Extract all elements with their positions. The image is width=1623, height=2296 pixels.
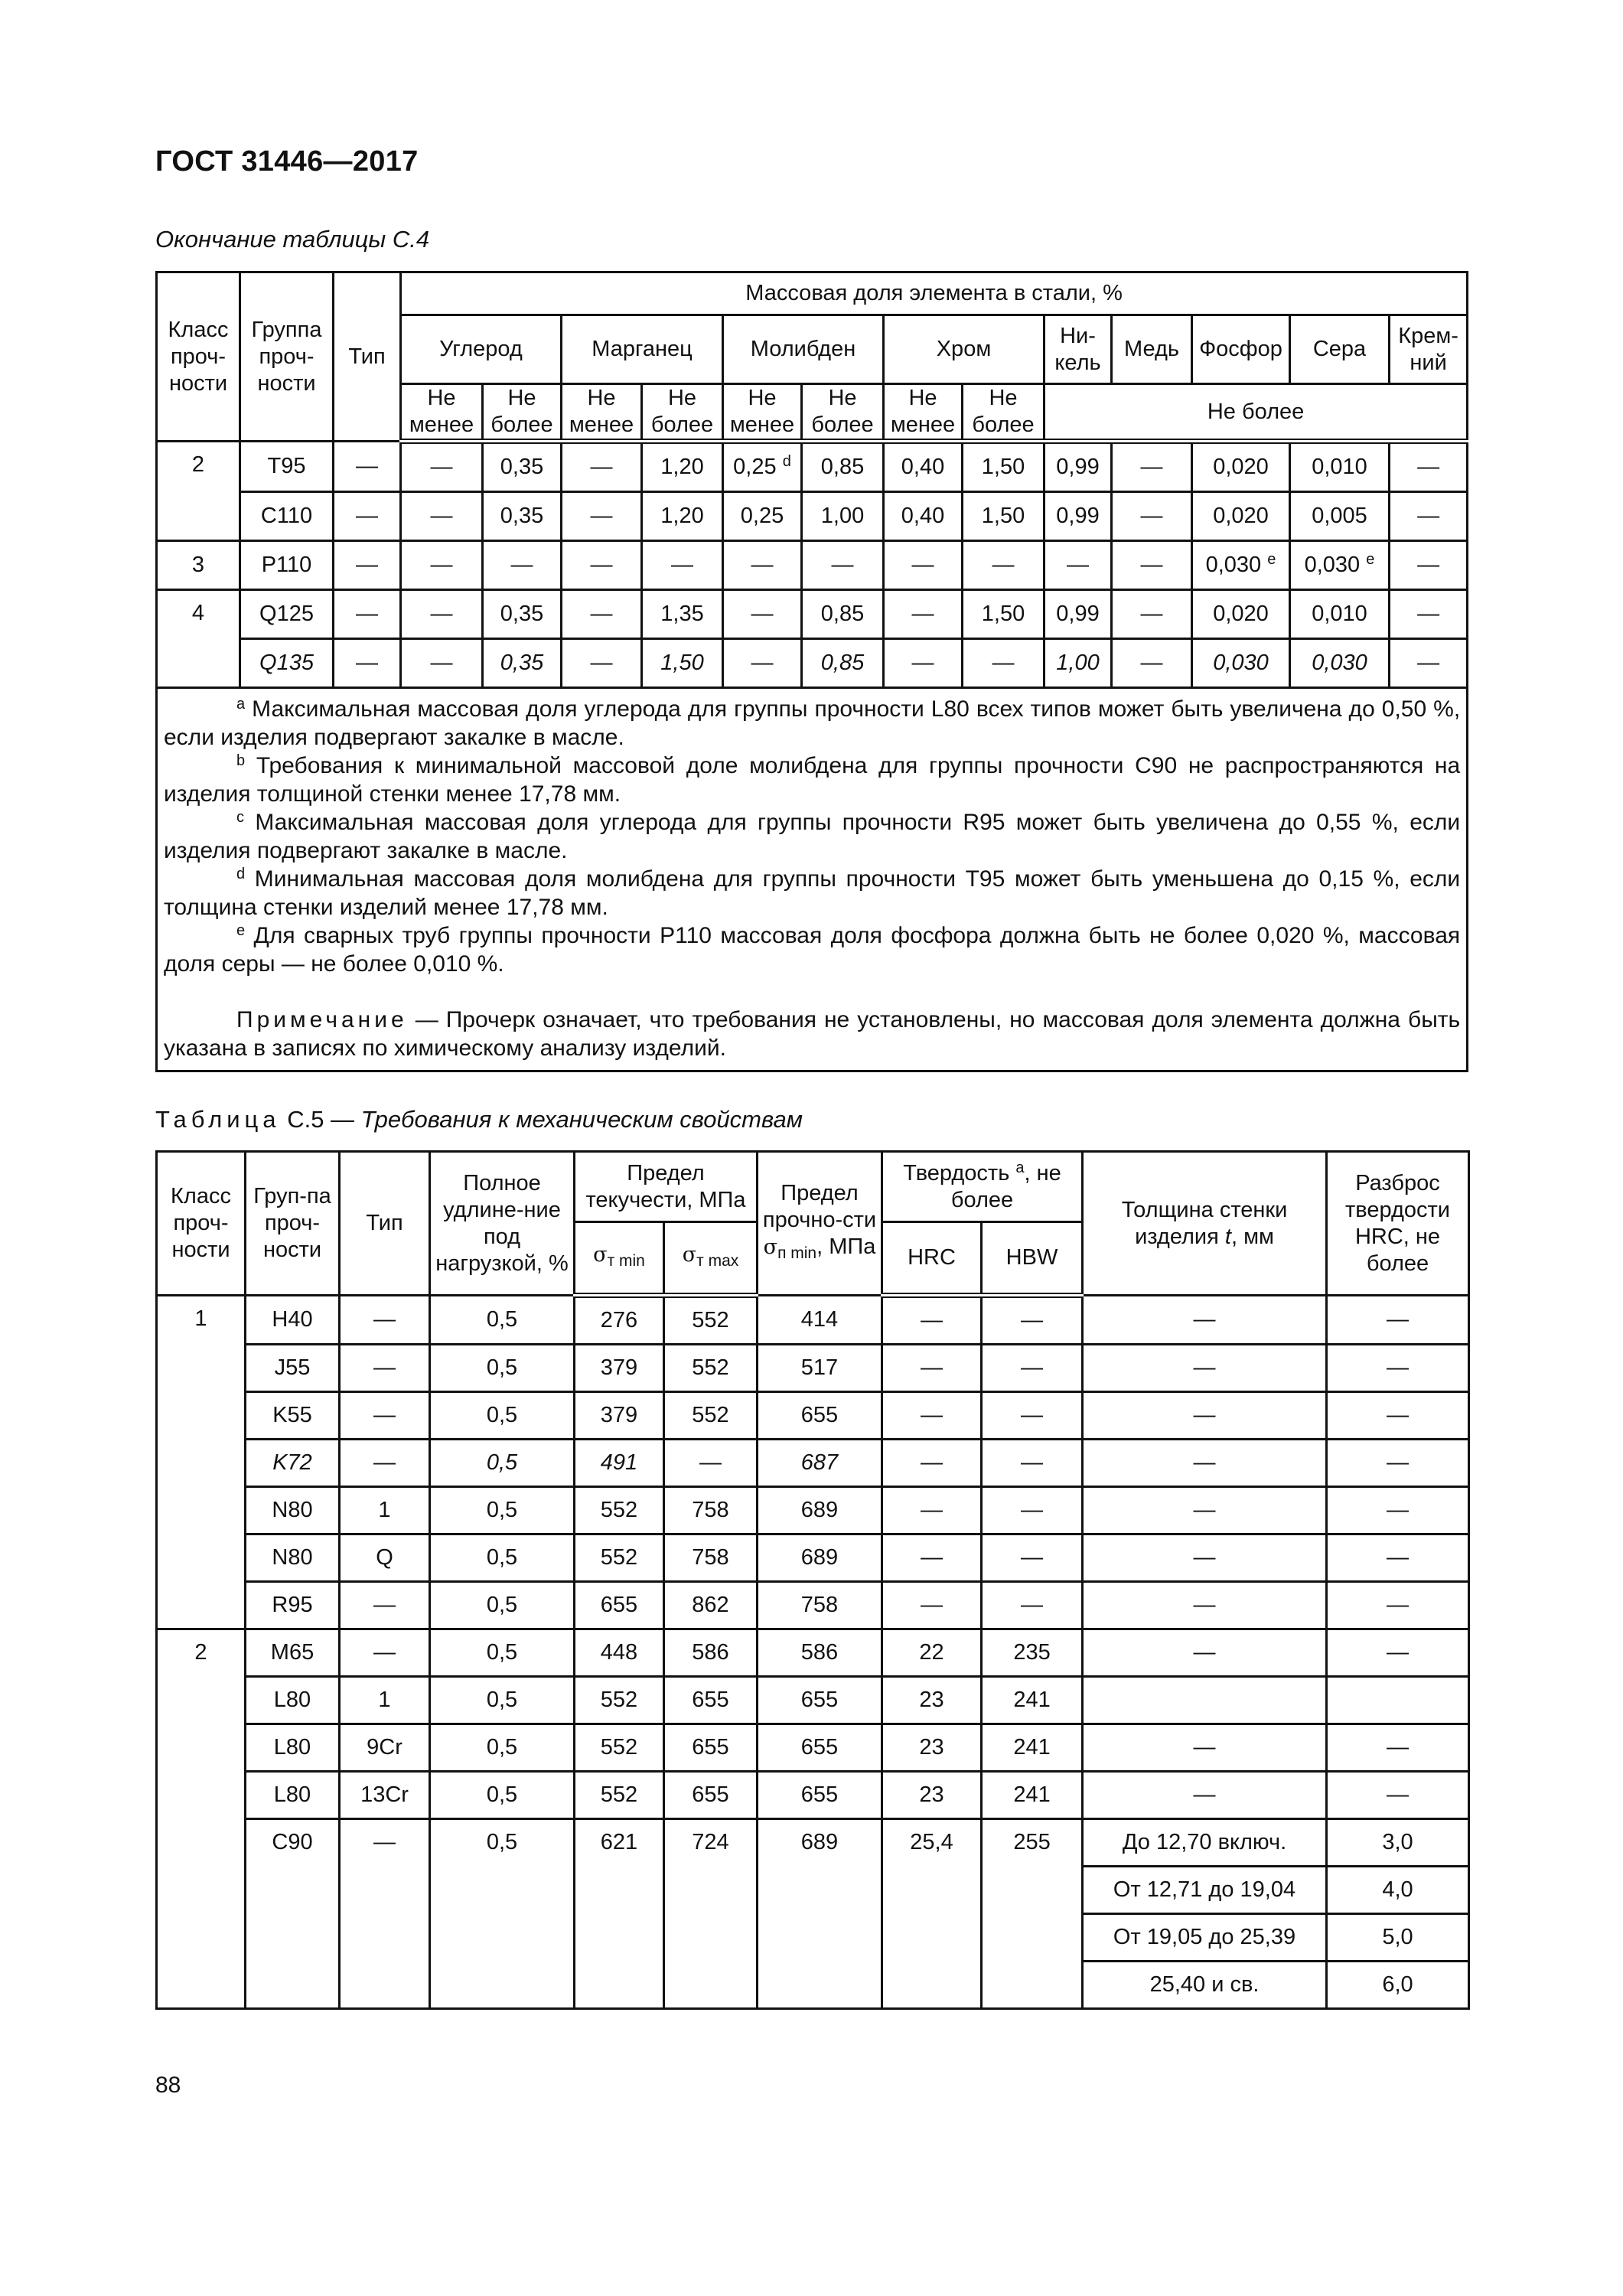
cell-hrc: 23 [882, 1772, 982, 1819]
cell-hrc: — [882, 1534, 982, 1582]
cell-mo-min: — [723, 541, 802, 590]
cell-c-max: 0,35 [483, 590, 562, 639]
cell-spread: — [1327, 1392, 1469, 1440]
cell-tensile-min: 655 [758, 1772, 882, 1819]
cell-tensile-min: 689 [758, 1534, 882, 1582]
cell-class: 2 [157, 1629, 246, 2009]
cell-spread: 5,0 [1327, 1914, 1469, 1962]
cell-tensile-min: 758 [758, 1582, 882, 1629]
cell-yield-max: 552 [664, 1392, 758, 1440]
cell-mn-min: — [562, 492, 642, 541]
cell-c-min: — [401, 639, 483, 688]
cell-elongation: 0,5 [430, 1677, 575, 1724]
header-molybdenum-max: Не более [802, 384, 884, 442]
cell-c-min: — [401, 590, 483, 639]
cell-hbw: 241 [982, 1677, 1083, 1724]
cell-hrc: 22 [882, 1629, 982, 1677]
cell-p: 0,030 [1192, 639, 1290, 688]
header-nickel: Ни-кель [1045, 315, 1112, 384]
cell-group: C90 [246, 1819, 340, 2009]
cell-hrc: — [882, 1487, 982, 1534]
cell-si: — [1390, 442, 1468, 492]
note-text: — Прочерк означает, что требования не установлены, но массовая доля элемента должна быть указана в записях по химическому анализу изделий. [164, 1007, 1461, 1061]
cell-hbw: — [982, 1534, 1083, 1582]
cell-mo-max: — [802, 541, 884, 590]
cell-hrc: 23 [882, 1677, 982, 1724]
table-row [157, 590, 1468, 639]
cell-elongation: 0,5 [430, 1296, 575, 1345]
cell-yield-min: 621 [575, 1819, 664, 2009]
table-row [157, 1724, 1469, 1772]
cell-mo-min: — [723, 590, 802, 639]
cell-type: — [340, 1629, 430, 1677]
header-yield-max: $\sigma_{т max}$ [664, 1222, 758, 1296]
cell-ni: 0,99 [1045, 492, 1112, 541]
cell-type: — [340, 1296, 430, 1345]
footnote-e: $^e$ Для сварных труб группы прочности Р110 массовая доля фосфора должна быть не более 0,020 %, массовая доля серы — не более 0,010 %. [164, 922, 1461, 977]
cell-group: N80 [246, 1487, 340, 1534]
cell-type: — [334, 442, 401, 492]
cell-elongation: 0,5 [430, 1724, 575, 1772]
cell-hbw: 241 [982, 1724, 1083, 1772]
cell-elongation: 0,5 [430, 1392, 575, 1440]
cell-wall: — [1083, 1440, 1327, 1487]
cell-elongation: 0,5 [430, 1629, 575, 1677]
cell-cr-max: — [963, 639, 1045, 688]
header-molybdenum-min: Не менее [723, 384, 802, 442]
document-title: ГОСТ 31446—2017 [155, 145, 419, 178]
table-row [157, 1296, 1469, 1345]
cell-yield-max: 552 [664, 1296, 758, 1345]
header-mass-fraction: Массовая доля элемента в стали, % [401, 272, 1468, 315]
note-label: Примечание [236, 1007, 408, 1032]
cell-wall: От 19,05 до 25,39 [1083, 1914, 1327, 1962]
table-row [157, 1345, 1469, 1392]
cell-cr-max: 1,50 [963, 492, 1045, 541]
cell-mn-max: 1,35 [642, 590, 723, 639]
cell-elongation: 0,5 [430, 1345, 575, 1392]
cell-group: J55 [246, 1345, 340, 1392]
cell-s: 0,010 [1290, 442, 1390, 492]
cell-group: C110 [240, 492, 334, 541]
cell-tensile-min: 414 [758, 1296, 882, 1345]
cell-spread: 3,0 [1327, 1819, 1469, 1867]
cell-c-min: — [401, 541, 483, 590]
cell-group: R95 [246, 1582, 340, 1629]
cell-group: P110 [240, 541, 334, 590]
table-row [157, 1772, 1469, 1819]
cell-cr-max: 1,50 [963, 442, 1045, 492]
cell-cu: — [1112, 590, 1192, 639]
cell-spread: — [1327, 1487, 1469, 1534]
cell-elongation: 0,5 [430, 1440, 575, 1487]
cell-ni: 0,99 [1045, 590, 1112, 639]
cell-yield-min: 552 [575, 1677, 664, 1724]
cell-si: — [1390, 492, 1468, 541]
header-chromium-max: Не более [963, 384, 1045, 442]
cell-cu: — [1112, 492, 1192, 541]
table-c4-caption: Окончание таблицы С.4 [155, 226, 430, 253]
cell-hbw: 255 [982, 1819, 1083, 2009]
cell-type: — [334, 639, 401, 688]
cell-type: — [340, 1582, 430, 1629]
cell-ni: 0,99 [1045, 442, 1112, 492]
cell-hrc: 23 [882, 1724, 982, 1772]
header-copper: Медь [1112, 315, 1192, 384]
cell-group: K72 [246, 1440, 340, 1487]
cell-mo-max: 0,85 [802, 639, 884, 688]
cell-elongation: 0,5 [430, 1819, 575, 2009]
cell-group: H40 [246, 1296, 340, 1345]
cell-type: 9Cr [340, 1724, 430, 1772]
header-yield-strength: Предел текучести, МПа [575, 1152, 758, 1222]
cell-elongation: 0,5 [430, 1487, 575, 1534]
cell-mn-max: 1,20 [642, 442, 723, 492]
cell-ni: — [1045, 541, 1112, 590]
cell-hbw: 235 [982, 1629, 1083, 1677]
cell-hbw: — [982, 1487, 1083, 1534]
cell-si: — [1390, 590, 1468, 639]
cell-wall: — [1083, 1582, 1327, 1629]
table-c5-caption: Таблица С.5 — Требования к механическим свойствам [155, 1106, 803, 1133]
table-row [157, 1487, 1469, 1534]
footnote-a: $^a$ Максимальная массовая доля углерода для группы прочности L80 всех типов может быть увеличена до 0,50 %, если изделия подвергают закалке в масле. [164, 696, 1461, 750]
cell-wall: — [1083, 1772, 1327, 1819]
cell-hbw: 241 [982, 1772, 1083, 1819]
cell-s: 0,010 [1290, 590, 1390, 639]
cell-type: — [334, 492, 401, 541]
header-wall-thickness: Толщина стенки изделия t, мм [1083, 1152, 1327, 1296]
table-row [157, 1582, 1469, 1629]
cell-c-max: 0,35 [483, 639, 562, 688]
cell-group: L80 [246, 1772, 340, 1819]
table-row [157, 1819, 1469, 1867]
header-phosphorus: Фосфор [1192, 315, 1290, 384]
cell-wall: — [1083, 1345, 1327, 1392]
cell-p: 0,030 $^e$ [1192, 541, 1290, 590]
cell-hbw: — [982, 1296, 1083, 1345]
cell-si: — [1390, 541, 1468, 590]
cell-cr-max: 1,50 [963, 590, 1045, 639]
cell-yield-max: 758 [664, 1487, 758, 1534]
cell-mn-min: — [562, 442, 642, 492]
cell-tensile-min: 655 [758, 1677, 882, 1724]
header-type: Тип [334, 272, 401, 442]
cell-spread: — [1327, 1296, 1469, 1345]
cell-type: — [334, 541, 401, 590]
footnote-ref-d: d [782, 453, 791, 470]
cell-cu: — [1112, 442, 1192, 492]
cell-hbw: — [982, 1345, 1083, 1392]
cell-mo-max: 1,00 [802, 492, 884, 541]
footnotes-cell [157, 688, 1468, 1071]
cell-wall: 25,40 и св. [1083, 1962, 1327, 2009]
footnote-b: $^b$ Требования к минимальной массовой доле молибдена для группы прочности С90 не распространяются на изделия толщиной стенки менее 17,78 мм. [164, 752, 1461, 807]
cell-yield-max: 655 [664, 1677, 758, 1724]
cell-elongation: 0,5 [430, 1582, 575, 1629]
cell-si: — [1390, 639, 1468, 688]
cell-yield-min: 276 [575, 1296, 664, 1345]
header-chromium: Хром [884, 315, 1045, 384]
cell-cr-min: — [884, 590, 963, 639]
table-note [164, 1006, 1460, 1062]
cell-spread: — [1327, 1534, 1469, 1582]
cell-wall [1083, 1677, 1327, 1724]
page-number: 88 [155, 2073, 181, 2098]
cell-hrc: — [882, 1392, 982, 1440]
cell-spread: 6,0 [1327, 1962, 1469, 2009]
cell-yield-max: — [664, 1440, 758, 1487]
cell-yield-min: 552 [575, 1724, 664, 1772]
table-row [157, 1534, 1469, 1582]
header-hbw: HBW [982, 1222, 1083, 1296]
table-c5-mechanical-properties [155, 1150, 1470, 2010]
header-manganese: Марганец [562, 315, 723, 384]
table-row [157, 442, 1468, 492]
header-max-common: Не более [1045, 384, 1468, 442]
cell-spread: — [1327, 1724, 1469, 1772]
cell-mo-max: 0,85 [802, 590, 884, 639]
header-group: Груп-па проч-ности [246, 1152, 340, 1296]
cell-tensile-min: 689 [758, 1487, 882, 1534]
header-chromium-min: Не менее [884, 384, 963, 442]
cell-class: 2 [157, 442, 240, 541]
cell-yield-min: 552 [575, 1487, 664, 1534]
cell-cr-min: — [884, 541, 963, 590]
header-type: Тип [340, 1152, 430, 1296]
cell-p: 0,020 [1192, 442, 1290, 492]
header-group: Группа проч-ности [240, 272, 334, 442]
cell-spread: — [1327, 1629, 1469, 1677]
cell-group: Q125 [240, 590, 334, 639]
cell-elongation: 0,5 [430, 1772, 575, 1819]
cell-type: 13Cr [340, 1772, 430, 1819]
cell-group: K55 [246, 1392, 340, 1440]
cell-tensile-min: 655 [758, 1392, 882, 1440]
cell-tensile-min: 655 [758, 1724, 882, 1772]
header-elongation: Полное удлине-ние под нагрузкой, % [430, 1152, 575, 1296]
cell-group: L80 [246, 1724, 340, 1772]
cell-mn-max: 1,50 [642, 639, 723, 688]
cell-class: 1 [157, 1296, 246, 1629]
footnote-d: $^d$ Минимальная массовая доля молибдена для группы прочности Т95 может быть уменьшена до 0,15 %, если толщина стенки изделий менее 17,78 мм. [164, 866, 1461, 920]
cell-wall: — [1083, 1534, 1327, 1582]
table-row [157, 1629, 1469, 1677]
cell-mn-min: — [562, 639, 642, 688]
cell-class: 4 [157, 590, 240, 688]
cell-hrc: — [882, 1440, 982, 1487]
cell-type: — [340, 1440, 430, 1487]
cell-group: L80 [246, 1677, 340, 1724]
cell-spread: — [1327, 1582, 1469, 1629]
header-hardness: Твердость $^a$, не более [882, 1152, 1083, 1222]
cell-tensile-min: 687 [758, 1440, 882, 1487]
cell-yield-max: 586 [664, 1629, 758, 1677]
cell-ni: 1,00 [1045, 639, 1112, 688]
header-manganese-max: Не более [642, 384, 723, 442]
header-yield-min: $\sigma_{т min}$ [575, 1222, 664, 1296]
cell-s: 0,005 [1290, 492, 1390, 541]
cell-elongation: 0,5 [430, 1534, 575, 1582]
cell-tensile-min: 586 [758, 1629, 882, 1677]
cell-type: — [340, 1345, 430, 1392]
table-c4-chemical-composition [155, 271, 1468, 1072]
cell-hrc: 25,4 [882, 1819, 982, 2009]
cell-tensile-min: 689 [758, 1819, 882, 2009]
cell-wall: От 12,71 до 19,04 [1083, 1867, 1327, 1914]
cell-spread [1327, 1677, 1469, 1724]
cell-mn-min: — [562, 590, 642, 639]
cell-cu: — [1112, 639, 1192, 688]
cell-yield-max: 724 [664, 1819, 758, 2009]
footnote-ref-e: e [1267, 551, 1276, 568]
cell-mn-min: — [562, 541, 642, 590]
cell-group: N80 [246, 1534, 340, 1582]
cell-hrc: — [882, 1582, 982, 1629]
cell-c-min: — [401, 442, 483, 492]
header-carbon-min: Не менее [401, 384, 483, 442]
table-row [157, 492, 1468, 541]
cell-spread: — [1327, 1440, 1469, 1487]
cell-yield-min: 448 [575, 1629, 664, 1677]
cell-s: 0,030 $^e$ [1290, 541, 1390, 590]
cell-yield-max: 758 [664, 1534, 758, 1582]
header-silicon: Крем-ний [1390, 315, 1468, 384]
table-row [157, 1677, 1469, 1724]
cell-hbw: — [982, 1392, 1083, 1440]
cell-c-max: — [483, 541, 562, 590]
header-carbon-max: Не более [483, 384, 562, 442]
cell-wall: — [1083, 1392, 1327, 1440]
footnotes-row [157, 688, 1468, 1071]
cell-yield-max: 655 [664, 1724, 758, 1772]
header-molybdenum: Молибден [723, 315, 884, 384]
header-manganese-min: Не менее [562, 384, 642, 442]
cell-type: — [334, 590, 401, 639]
cell-tensile-min: 517 [758, 1345, 882, 1392]
cell-type: — [340, 1392, 430, 1440]
cell-yield-max: 862 [664, 1582, 758, 1629]
cell-type: 1 [340, 1677, 430, 1724]
header-tensile-strength: Предел прочно-сти $\sigma_{п min}$, МПа [758, 1152, 882, 1296]
cell-wall: — [1083, 1487, 1327, 1534]
header-carbon: Углерод [401, 315, 562, 384]
cell-wall: — [1083, 1296, 1327, 1345]
cell-p: 0,020 [1192, 590, 1290, 639]
footnote-c: $^c$ Максимальная массовая доля углерода для группы прочности R95 может быть увеличена до 0,55 %, если изделия подвергают закалке в масле. [164, 809, 1461, 863]
cell-spread: — [1327, 1772, 1469, 1819]
cell-c-max: 0,35 [483, 442, 562, 492]
cell-wall: До 12,70 включ. [1083, 1819, 1327, 1867]
cell-yield-min: 379 [575, 1345, 664, 1392]
cell-spread: — [1327, 1345, 1469, 1392]
table-row [157, 1392, 1469, 1440]
cell-group: M65 [246, 1629, 340, 1677]
cell-cr-max: — [963, 541, 1045, 590]
cell-c-max: 0,35 [483, 492, 562, 541]
cell-wall: — [1083, 1629, 1327, 1677]
cell-hbw: — [982, 1582, 1083, 1629]
cell-yield-min: 379 [575, 1392, 664, 1440]
cell-mo-max: 0,85 [802, 442, 884, 492]
cell-wall: — [1083, 1724, 1327, 1772]
cell-group: Q135 [240, 639, 334, 688]
table-row [157, 639, 1468, 688]
cell-mo-min: 0,25 [723, 492, 802, 541]
cell-class: 3 [157, 541, 240, 590]
header-hardness-spread: Разброс твердости HRC, не более [1327, 1152, 1469, 1296]
cell-cr-min: — [884, 639, 963, 688]
header-class: Класс проч-ности [157, 272, 240, 442]
cell-yield-min: 552 [575, 1772, 664, 1819]
cell-yield-max: 552 [664, 1345, 758, 1392]
cell-hbw: — [982, 1440, 1083, 1487]
cell-c-min: — [401, 492, 483, 541]
cell-type: — [340, 1819, 430, 2009]
cell-s: 0,030 [1290, 639, 1390, 688]
cell-cr-min: 0,40 [884, 492, 963, 541]
cell-cr-min: 0,40 [884, 442, 963, 492]
cell-yield-min: 491 [575, 1440, 664, 1487]
header-sulfur: Сера [1290, 315, 1390, 384]
cell-type: Q [340, 1534, 430, 1582]
footnote-ref-e: e [1366, 551, 1375, 568]
cell-cu: — [1112, 541, 1192, 590]
cell-spread: 4,0 [1327, 1867, 1469, 1914]
cell-hrc: — [882, 1345, 982, 1392]
cell-mo-min: — [723, 639, 802, 688]
table-row [157, 541, 1468, 590]
header-class: Класс проч-ности [157, 1152, 246, 1296]
table-row [157, 1440, 1469, 1487]
cell-mn-max: 1,20 [642, 492, 723, 541]
cell-yield-min: 655 [575, 1582, 664, 1629]
cell-yield-min: 552 [575, 1534, 664, 1582]
cell-mo-min: 0,25 $^d$ [723, 442, 802, 492]
cell-type: 1 [340, 1487, 430, 1534]
cell-mn-max: — [642, 541, 723, 590]
header-hrc: HRC [882, 1222, 982, 1296]
cell-hrc: — [882, 1296, 982, 1345]
cell-yield-max: 655 [664, 1772, 758, 1819]
cell-group: T95 [240, 442, 334, 492]
cell-p: 0,020 [1192, 492, 1290, 541]
